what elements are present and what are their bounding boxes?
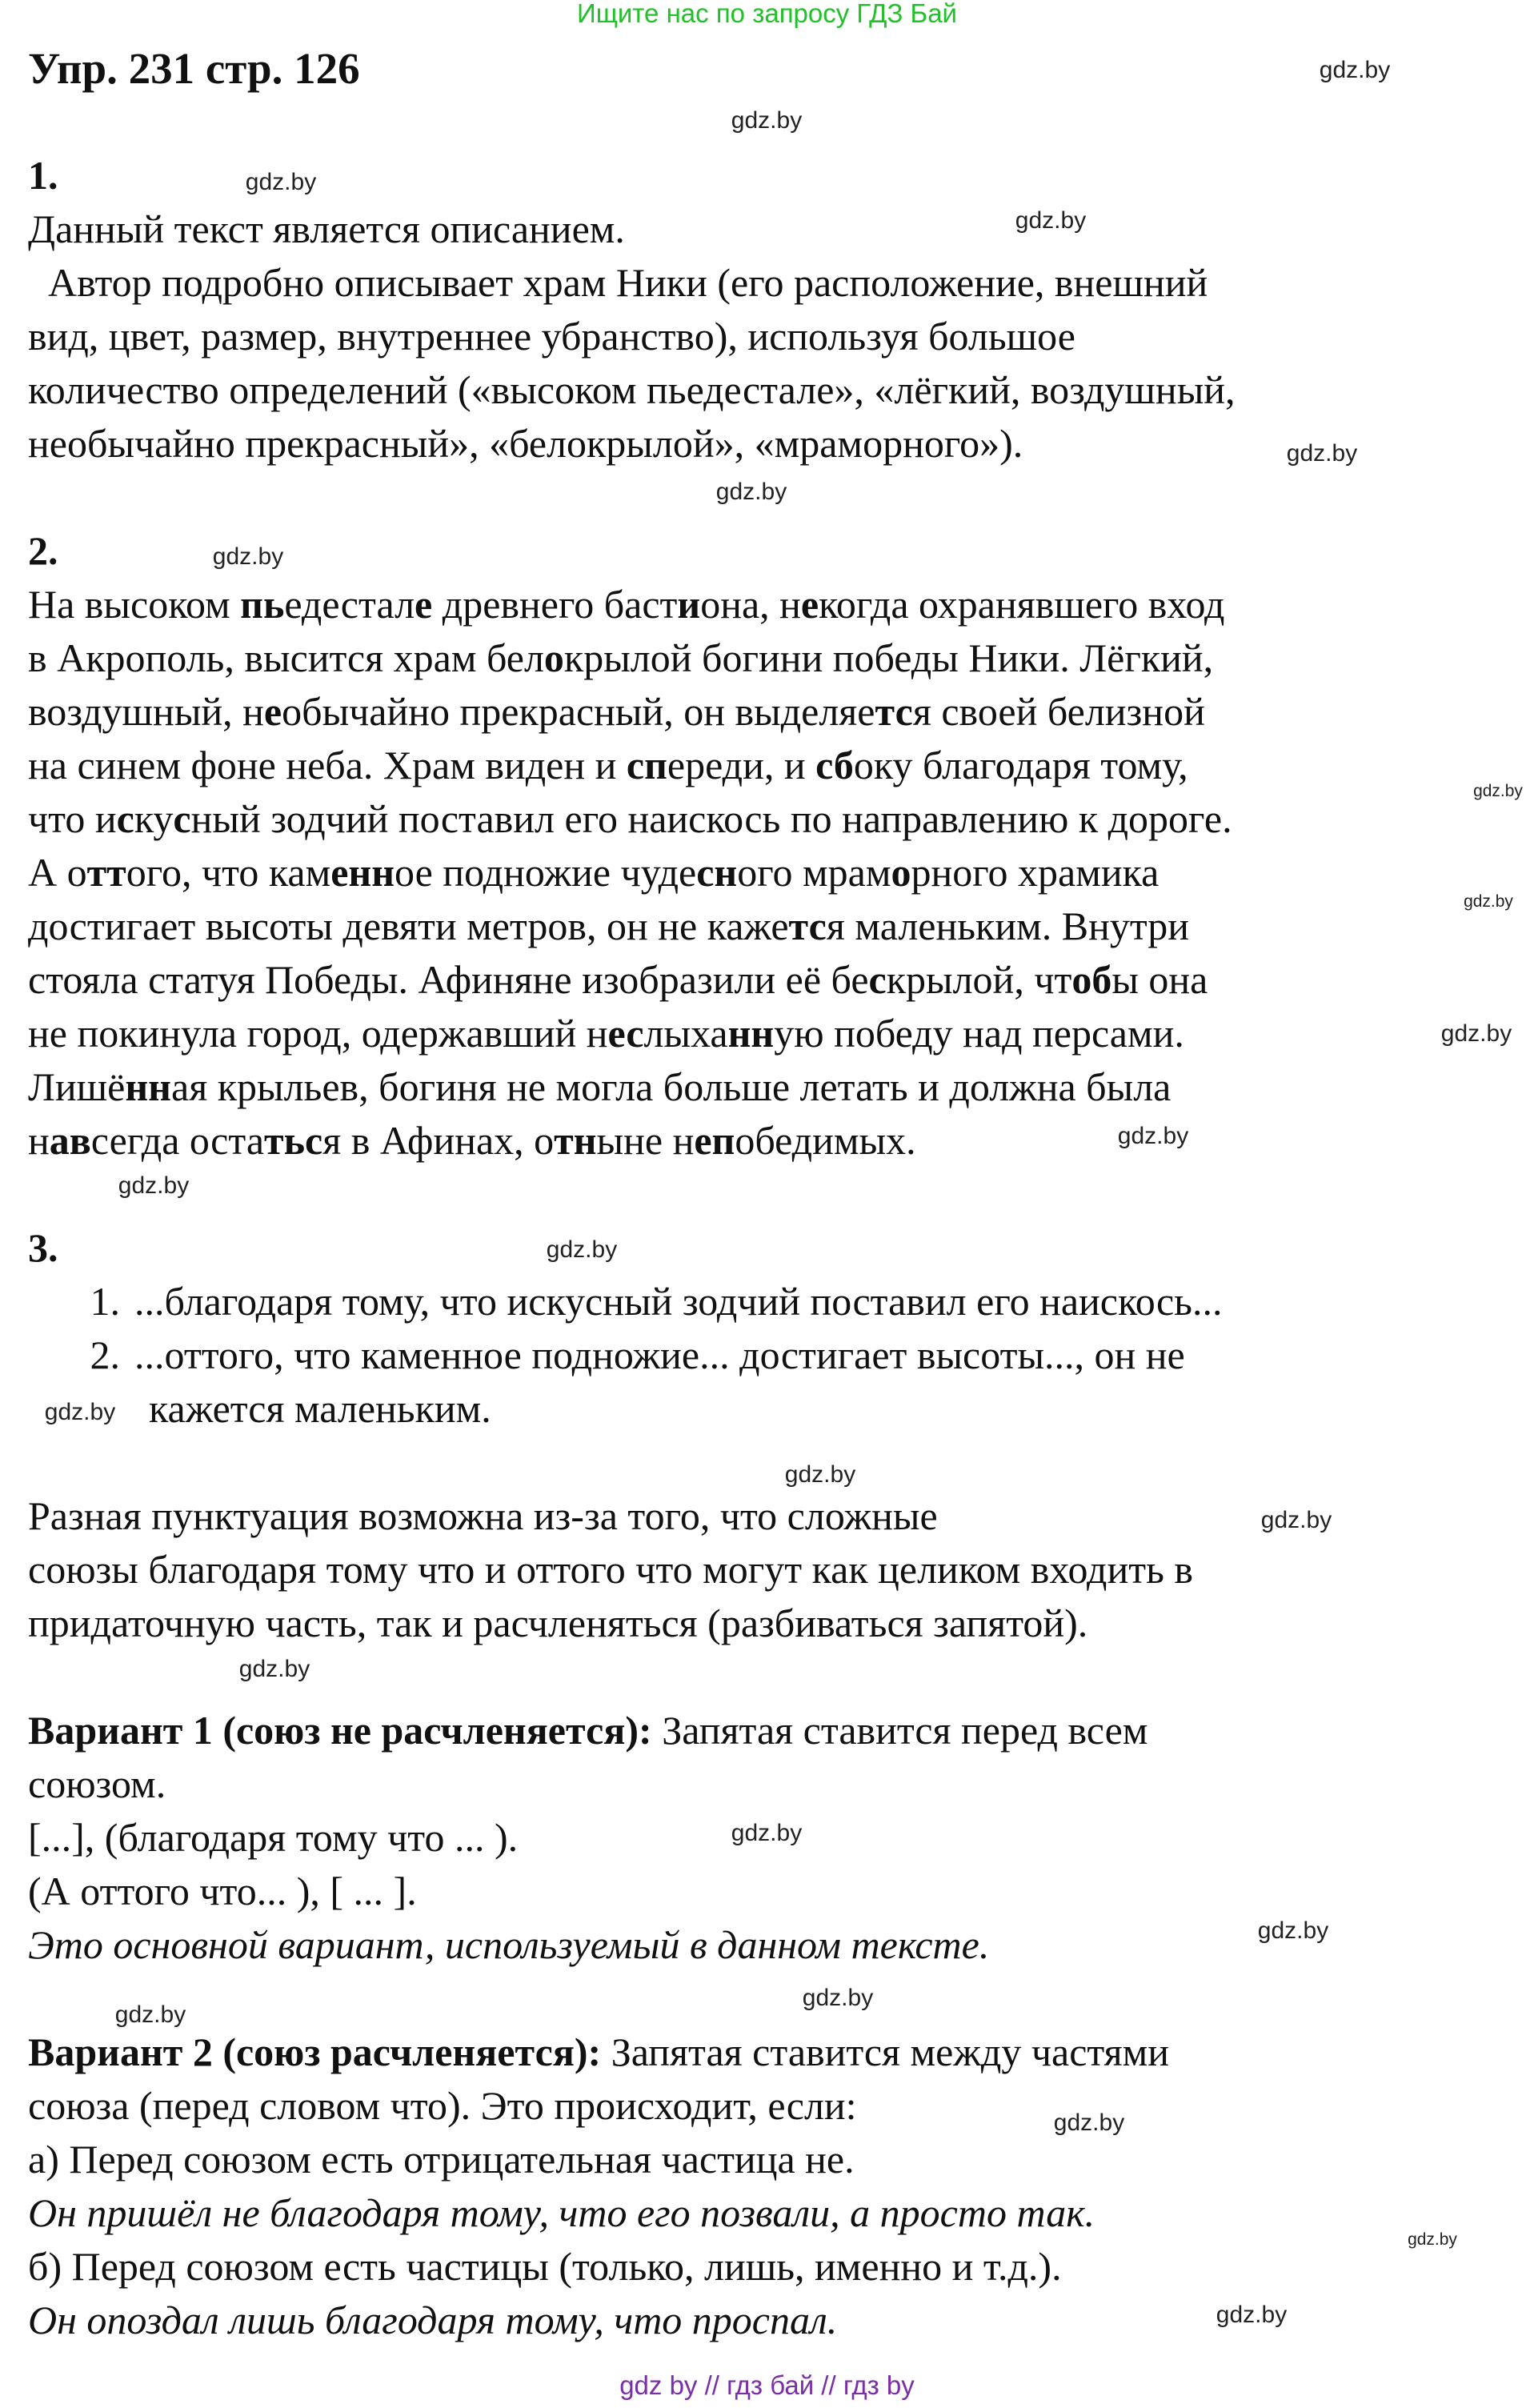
watermark: gdz.by xyxy=(1473,782,1523,800)
annotated-text xyxy=(28,578,1516,1168)
text-line: Автор подробно описывает храм Ники (его расположение, внешний xyxy=(28,260,1208,305)
list-item xyxy=(28,1275,1516,1328)
section-number: 3. xyxy=(28,1225,58,1270)
text-segment: когда охранявшего вход xyxy=(819,582,1225,627)
text-segment: рного храмика xyxy=(911,850,1160,895)
text-segment: ого, что кам xyxy=(126,850,331,895)
text-segment: ку xyxy=(134,796,174,841)
text-line xyxy=(28,792,1516,846)
list-text: ...благодаря тому, что искусный зодчий поставил его наискось... xyxy=(134,1279,1223,1324)
highlighted-letters: нн xyxy=(125,1064,171,1109)
highlighted-letters: тьс xyxy=(264,1118,323,1163)
exercise-content xyxy=(28,42,1516,2347)
highlighted-letters: сн xyxy=(696,850,738,895)
text: Запятая ставится между частями xyxy=(601,2029,1169,2074)
watermark: gdz.by xyxy=(238,1656,310,1682)
text-line: б) Перед союзом есть частицы (только, лишь, именно и т.д.). xyxy=(28,2244,1062,2289)
watermark: gdz.by xyxy=(731,1820,803,1846)
highlighted-letters: тс xyxy=(875,689,913,734)
watermark: gdz.by xyxy=(212,543,284,570)
text-segment: н xyxy=(28,1118,50,1163)
text-segment: лыха xyxy=(643,1011,728,1056)
example: Он опоздал лишь благодаря тому, что проспал. xyxy=(28,2298,838,2342)
highlighted-letters: об xyxy=(1071,957,1112,1002)
text-line xyxy=(28,739,1516,792)
watermark: gdz.by xyxy=(245,169,317,195)
text-line xyxy=(28,953,1516,1007)
text-line xyxy=(28,1060,1516,1114)
list-item xyxy=(28,1328,1516,1382)
text-line xyxy=(28,685,1516,739)
highlighted-letters: с xyxy=(868,957,887,1002)
text-segment: ереди, и xyxy=(667,743,816,787)
watermark: gdz.by xyxy=(44,1399,116,1425)
highlighted-letters: с xyxy=(116,796,134,841)
text-segment: оку благодаря тому, xyxy=(853,743,1188,787)
watermark: gdz.by xyxy=(1464,892,1513,911)
list-text: ...оттого, что каменное подножие... достигает высоты..., он не xyxy=(134,1332,1185,1377)
variant-2 xyxy=(28,2025,1516,2347)
footer-links[interactable]: gdz by // гдз бай // гдз by xyxy=(619,2370,915,2400)
example: Он пришёл не благодаря тому, что его позвали, а просто так. xyxy=(28,2190,1095,2235)
text-line xyxy=(28,846,1516,899)
watermark: gdz.by xyxy=(546,1236,618,1263)
highlighted-letters: сп xyxy=(626,743,667,787)
text-segment: обедимых. xyxy=(735,1118,916,1163)
text-segment: я своей белизной xyxy=(912,689,1205,734)
text-segment: ы она xyxy=(1111,957,1208,1002)
highlighted-letters: тс xyxy=(788,904,827,948)
page-title: Упр. 231 стр. 126 xyxy=(28,44,360,93)
text-line: союзом. xyxy=(28,1761,166,1806)
list-number: 2. xyxy=(90,1332,120,1377)
text: Запятая ставится перед всем xyxy=(651,1708,1148,1753)
watermark: gdz.by xyxy=(802,1985,874,2011)
highlighted-letters: пь xyxy=(240,582,285,627)
text-line: союза (перед словом что). Это происходит, если: xyxy=(28,2083,857,2128)
highlighted-letters: е xyxy=(800,582,819,627)
highlighted-letters: сб xyxy=(815,743,854,787)
text-line: Данный текст является описанием. xyxy=(28,206,625,251)
watermark: gdz.by xyxy=(1408,2230,1457,2249)
watermark: gdz.by xyxy=(1053,2110,1125,2136)
section-1 xyxy=(28,149,1516,471)
text-segment: я в Афинах, о xyxy=(322,1118,555,1163)
text-segment: воздушный, н xyxy=(28,689,264,734)
highlighted-letters: тт xyxy=(86,850,126,895)
highlighted-letters: е xyxy=(415,582,433,627)
variant-heading: Вариант 2 (союз расчленяется): xyxy=(28,2029,602,2074)
search-banner[interactable]: Ищите нас по запросу ГДЗ Бай xyxy=(577,0,957,28)
text-segment: А о xyxy=(28,850,87,895)
highlighted-letters: енн xyxy=(330,850,395,895)
highlighted-letters: нн xyxy=(727,1011,775,1056)
highlighted-letters: ав xyxy=(49,1118,91,1163)
text-segment: ыне н xyxy=(596,1118,695,1163)
watermark: gdz.by xyxy=(715,479,787,505)
highlighted-letters: о xyxy=(543,635,564,680)
section-number: 2. xyxy=(28,528,58,573)
watermark: gdz.by xyxy=(118,1172,190,1199)
text-segment: ую победу над персами. xyxy=(774,1011,1184,1056)
watermark: gdz.by xyxy=(1319,57,1391,83)
text-segment: она, н xyxy=(700,582,801,627)
text-segment: не покинула город, одержавший н xyxy=(28,1011,608,1056)
watermark: gdz.by xyxy=(1260,1507,1332,1533)
text-line: а) Перед союзом есть отрицательная частица не. xyxy=(28,2137,855,2182)
text-segment: ого мрам xyxy=(737,850,891,895)
text-segment: крылой богини победы Ники. Лёгкий, xyxy=(563,635,1214,680)
text-line: количество определений («высоком пьедестале», «лёгкий, воздушный, xyxy=(28,367,1236,412)
variant-heading: Вариант 1 (союз не расчленяется): xyxy=(28,1708,652,1753)
text-segment: я маленьким. Внутри xyxy=(826,904,1190,948)
text-line: союзы благодаря тому что и оттого что могут как целиком входить в xyxy=(28,1547,1193,1592)
text-line xyxy=(28,631,1516,685)
text-segment: ный зодчий поставил его наискось по направлению к дороге. xyxy=(190,796,1232,841)
text-segment: обычайно прекрасный, он выделяе xyxy=(282,689,875,734)
watermark: gdz.by xyxy=(1286,440,1358,467)
text-segment: На высоком xyxy=(28,582,241,627)
text-segment: ая крыльев, богиня не могла больше летать и должна была xyxy=(171,1064,1172,1109)
highlighted-letters: с xyxy=(173,796,191,841)
watermark: gdz.by xyxy=(1015,207,1087,234)
highlighted-letters: еп xyxy=(694,1118,735,1163)
watermark: gdz.by xyxy=(784,1461,856,1488)
text-line: необычайно прекрасный», «белокрылой», «мраморного»). xyxy=(28,421,1023,466)
text-segment: крылой, чт xyxy=(886,957,1072,1002)
section-2 xyxy=(28,524,1516,1168)
text-segment: едестал xyxy=(284,582,415,627)
highlighted-letters: о xyxy=(891,850,911,895)
watermark: gdz.by xyxy=(114,2001,186,2028)
text-segment: сегда оста xyxy=(90,1118,265,1163)
watermark: gdz.by xyxy=(731,107,803,134)
text-line xyxy=(28,578,1516,631)
text-segment: стояла статуя Победы. Афиняне изобразили её бе xyxy=(28,957,869,1002)
watermark: gdz.by xyxy=(1216,2302,1288,2328)
section-3 xyxy=(28,1221,1516,1650)
text-line: Разная пунктуация возможна из-за того, что сложные xyxy=(28,1493,938,1538)
list-text-continuation: кажется маленьким. xyxy=(149,1386,491,1431)
text-segment: на синем фоне неба. Храм виден и xyxy=(28,743,627,787)
text-line: вид, цвет, размер, внутреннее убранство), используя большое xyxy=(28,314,1075,359)
text-segment: ое подножие чуде xyxy=(395,850,697,895)
highlighted-letters: и xyxy=(677,582,701,627)
scheme: (А оттого что... ), [ ... ]. xyxy=(28,1869,417,1913)
text-segment: в Акрополь, высится храм бел xyxy=(28,635,544,680)
watermark: gdz.by xyxy=(1440,1020,1512,1047)
text-segment: достигает высоты девяти метров, он не каже xyxy=(28,904,789,948)
watermark: gdz.by xyxy=(1117,1123,1189,1149)
highlighted-letters: ес xyxy=(607,1011,644,1056)
highlighted-letters: е xyxy=(263,689,282,734)
text-segment: древнего баст xyxy=(432,582,678,627)
highlighted-letters: тн xyxy=(554,1118,597,1163)
list-number: 1. xyxy=(90,1279,120,1324)
text-line xyxy=(28,1007,1516,1060)
text-line xyxy=(28,1114,1516,1168)
text-line: придаточную часть, так и расчленяться (разбиваться запятой). xyxy=(28,1601,1088,1645)
section-number: 1. xyxy=(28,153,58,198)
text-line xyxy=(28,899,1516,953)
note: Это основной вариант, используемый в данном тексте. xyxy=(28,1922,990,1967)
text-segment: Лишё xyxy=(28,1064,126,1109)
watermark: gdz.by xyxy=(1257,1917,1329,1944)
scheme: [...], (благодаря тому что ... ). xyxy=(28,1815,519,1860)
text-segment: что и xyxy=(28,796,117,841)
